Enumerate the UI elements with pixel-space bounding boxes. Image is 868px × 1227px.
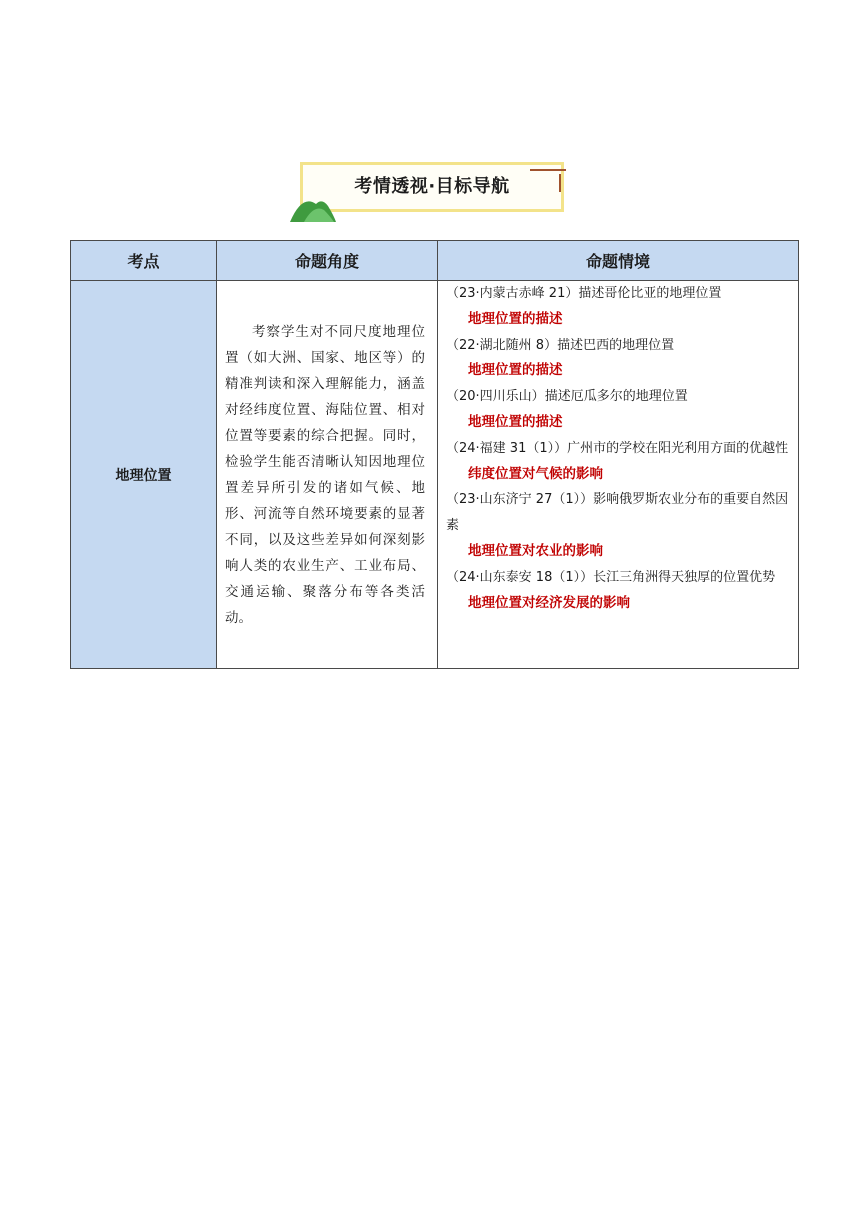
context-text: 影响俄罗斯农业分布的重要自然因素 — [446, 492, 789, 534]
context-answer: 地理位置的描述 — [468, 413, 563, 430]
context-text: 描述厄瓜多尔的地理位置 — [544, 389, 688, 405]
title-banner — [290, 160, 580, 224]
context-ref: （20·四川乐山） — [446, 389, 545, 405]
context-answer: 纬度位置对气候的影响 — [468, 465, 603, 482]
context-source — [446, 436, 794, 462]
context-item — [446, 436, 794, 488]
context-source — [446, 565, 794, 591]
cell-angle: 考察学生对不同尺度地理位置（如大洲、国家、地区等）的精准判读和深入理解能力，涵盖对经纬度位置、海陆位置、相对位置等要素的综合把握。同时，检验学生能否清晰认知因地理位置差异所引发的诸如气候、地形、河流等自然环境要素的显著不同，以及这些差异如何深刻影响人类的农业生产、工业布局、交通运输、聚落分布等各类活动。 — [217, 281, 438, 669]
context-item — [446, 565, 794, 617]
table-row — [71, 281, 799, 669]
context-text: 广州市的学校在阳光利用方面的优越性 — [567, 440, 789, 456]
context-answer: 地理位置对经济发展的影响 — [468, 594, 630, 611]
context-ref: （23·山东济宁 27（1）） — [446, 492, 594, 508]
context-ref: （24·福建 31（1）） — [446, 440, 568, 456]
cell-kaodian: 地理位置 — [71, 281, 217, 669]
cell-context — [438, 281, 799, 669]
table-header-row — [71, 241, 799, 281]
exam-analysis-table — [70, 240, 799, 669]
context-ref: （22·湖北随州 8） — [446, 337, 558, 353]
context-answer: 地理位置对农业的影响 — [468, 542, 603, 559]
context-text: 描述哥伦比亚的地理位置 — [578, 286, 722, 301]
context-item — [446, 384, 794, 436]
context-source — [446, 333, 794, 359]
context-item — [446, 281, 794, 333]
context-answer: 地理位置的描述 — [468, 310, 563, 327]
context-ref: （24·山东泰安 18（1）） — [446, 569, 594, 585]
header-context: 命题情境 — [438, 241, 799, 281]
context-text: 长江三角洲得天独厚的位置优势 — [593, 569, 776, 585]
context-text: 描述巴西的地理位置 — [557, 337, 675, 353]
header-kaodian: 考点 — [71, 241, 217, 281]
header-angle: 命题角度 — [217, 241, 438, 281]
context-ref: （23·内蒙古赤峰 21） — [446, 286, 579, 301]
context-source — [446, 384, 794, 410]
context-source — [446, 281, 794, 307]
banner-title: 考情透视·目标导航 — [354, 176, 510, 197]
context-item — [446, 487, 794, 564]
context-source — [446, 487, 794, 539]
context-answer: 地理位置的描述 — [468, 362, 563, 379]
context-item — [446, 333, 794, 385]
